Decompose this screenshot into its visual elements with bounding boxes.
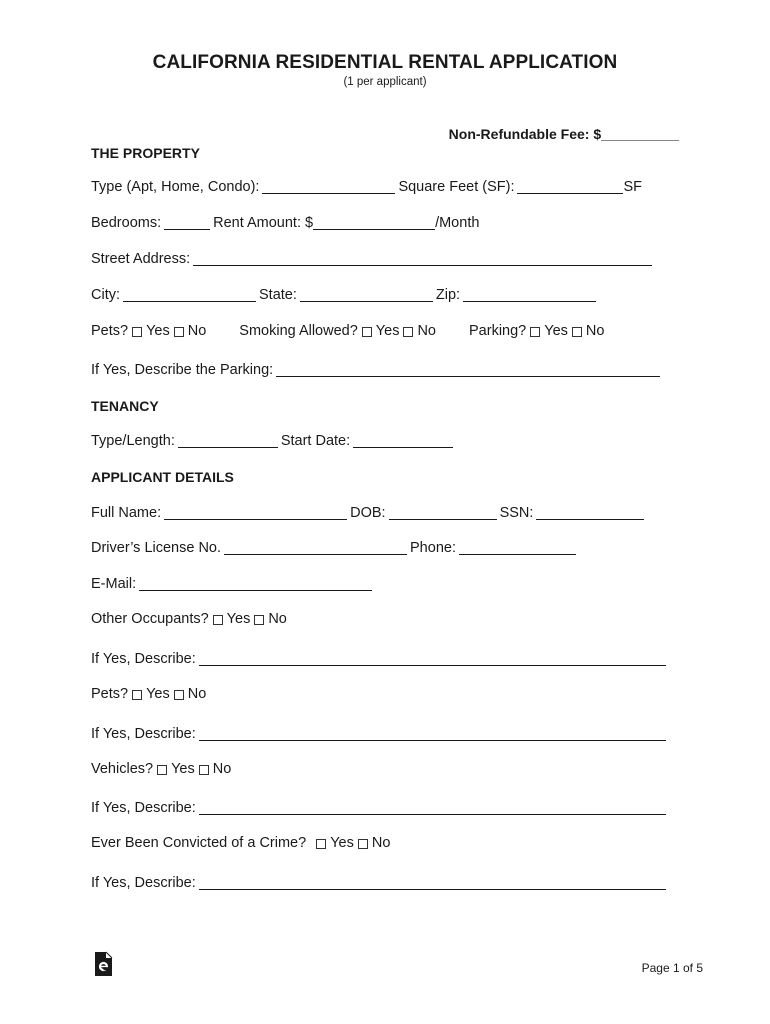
vehicles-label: Vehicles? <box>91 761 154 777</box>
crime-no-checkbox[interactable] <box>358 839 368 849</box>
state-field[interactable] <box>300 287 433 302</box>
crime-label: Ever Been Convicted of a Crime? <box>91 835 307 851</box>
street-address-row <box>91 251 655 267</box>
crime-yes-label: Yes <box>330 835 354 851</box>
vehicles-row <box>91 761 231 777</box>
pets-describe-row <box>91 726 669 742</box>
applicant-pets-yes-checkbox[interactable] <box>132 690 142 700</box>
pets-describe-label: If Yes, Describe: <box>91 726 196 742</box>
crime-no-label: No <box>371 835 391 851</box>
bedrooms-field[interactable] <box>164 215 210 230</box>
etemplates-logo-icon <box>94 951 114 977</box>
license-phone-row <box>91 540 579 556</box>
full-name-field[interactable] <box>164 505 347 520</box>
start-date-label: Start Date: <box>280 433 351 449</box>
pets-yes-checkbox[interactable] <box>132 327 142 337</box>
parking-no-checkbox[interactable] <box>572 327 582 337</box>
tenancy-row <box>91 433 456 449</box>
start-date-field[interactable] <box>353 433 453 448</box>
pets-describe-field[interactable] <box>199 726 666 741</box>
crime-describe-label: If Yes, Describe: <box>91 875 196 891</box>
type-label: Type (Apt, Home, Condo): <box>91 179 260 195</box>
full-name-label: Full Name: <box>91 505 162 521</box>
applicant-pets-row <box>91 686 206 702</box>
sqft-label: Square Feet (SF): <box>398 179 515 195</box>
phone-field[interactable] <box>459 540 576 555</box>
bedrooms-rent-row <box>91 215 479 231</box>
vehicles-describe-label: If Yes, Describe: <box>91 800 196 816</box>
pets-label: Pets? <box>91 323 129 339</box>
occupants-describe-field[interactable] <box>199 651 666 666</box>
street-label: Street Address: <box>91 251 191 267</box>
type-length-label: Type/Length: <box>91 433 175 449</box>
email-row <box>91 576 375 592</box>
smoking-no-label: No <box>417 323 436 339</box>
page-number: Page 1 of 5 <box>641 961 703 975</box>
pets-yes-label: Yes <box>146 323 170 339</box>
crime-describe-row <box>91 875 669 891</box>
property-type-row <box>91 179 642 195</box>
state-label: State: <box>259 287 297 303</box>
section-heading-applicant: APPLICANT DETAILS <box>91 469 234 485</box>
zip-field[interactable] <box>463 287 596 302</box>
type-field[interactable] <box>262 179 395 194</box>
license-field[interactable] <box>224 540 407 555</box>
occupants-row <box>91 611 287 627</box>
rent-label: Rent Amount: $ <box>213 215 314 231</box>
vehicles-describe-field[interactable] <box>199 800 666 815</box>
section-heading-property: THE PROPERTY <box>91 145 200 161</box>
rent-suffix: /Month <box>435 215 480 231</box>
type-length-field[interactable] <box>178 433 278 448</box>
parking-label: Parking? <box>469 323 527 339</box>
city-state-zip-row <box>91 287 599 303</box>
ssn-field[interactable] <box>536 505 644 520</box>
page-subtitle: (1 per applicant) <box>343 76 427 88</box>
crime-describe-field[interactable] <box>199 875 666 890</box>
sqft-field[interactable] <box>517 179 623 194</box>
applicant-pets-no-label: No <box>187 686 207 702</box>
city-field[interactable] <box>123 287 256 302</box>
bedrooms-label: Bedrooms: <box>91 215 162 231</box>
occupants-yes-checkbox[interactable] <box>213 615 223 625</box>
occupants-no-label: No <box>268 611 287 627</box>
name-dob-ssn-row <box>91 505 647 521</box>
section-heading-tenancy: TENANCY <box>91 398 159 414</box>
rent-field[interactable] <box>313 215 435 230</box>
pets-no-label: No <box>187 323 207 339</box>
page-title: CALIFORNIA RESIDENTIAL RENTAL APPLICATION <box>152 52 618 73</box>
fee-label: Non-Refundable Fee: $__________ <box>448 126 679 142</box>
occupants-no-checkbox[interactable] <box>254 615 264 625</box>
vehicles-no-label: No <box>212 761 232 777</box>
dob-label: DOB: <box>350 505 386 521</box>
smoking-yes-label: Yes <box>375 323 400 339</box>
parking-describe-row <box>91 362 663 378</box>
sqft-suffix: SF <box>623 179 643 195</box>
vehicles-describe-row <box>91 800 669 816</box>
applicant-pets-no-checkbox[interactable] <box>174 690 184 700</box>
license-label: Driver’s License No. <box>91 540 222 556</box>
email-field[interactable] <box>139 576 372 591</box>
parking-no-label: No <box>585 323 605 339</box>
occupants-describe-row <box>91 651 669 667</box>
crime-row <box>91 835 390 851</box>
parking-yes-label: Yes <box>544 323 568 339</box>
ssn-label: SSN: <box>499 505 534 521</box>
vehicles-yes-checkbox[interactable] <box>157 765 167 775</box>
city-label: City: <box>91 287 120 303</box>
occupants-label: Other Occupants? <box>91 611 209 627</box>
smoking-no-checkbox[interactable] <box>403 327 413 337</box>
applicant-pets-label: Pets? <box>91 686 129 702</box>
phone-label: Phone: <box>410 540 456 556</box>
street-field[interactable] <box>193 251 652 266</box>
smoking-label: Smoking Allowed? <box>239 323 358 339</box>
occupants-yes-label: Yes <box>226 611 251 627</box>
dob-field[interactable] <box>389 505 497 520</box>
parking-yes-checkbox[interactable] <box>530 327 540 337</box>
zip-label: Zip: <box>435 287 461 303</box>
smoking-yes-checkbox[interactable] <box>362 327 372 337</box>
pets-smoking-parking-row <box>91 323 604 339</box>
crime-yes-checkbox[interactable] <box>316 839 326 849</box>
vehicles-no-checkbox[interactable] <box>199 765 209 775</box>
applicant-pets-yes-label: Yes <box>146 686 170 702</box>
vehicles-yes-label: Yes <box>171 761 195 777</box>
occupants-describe-label: If Yes, Describe: <box>91 651 196 667</box>
email-label: E-Mail: <box>91 576 137 592</box>
pets-no-checkbox[interactable] <box>174 327 184 337</box>
parking-describe-label: If Yes, Describe the Parking: <box>91 362 274 378</box>
parking-describe-field[interactable] <box>276 362 660 377</box>
